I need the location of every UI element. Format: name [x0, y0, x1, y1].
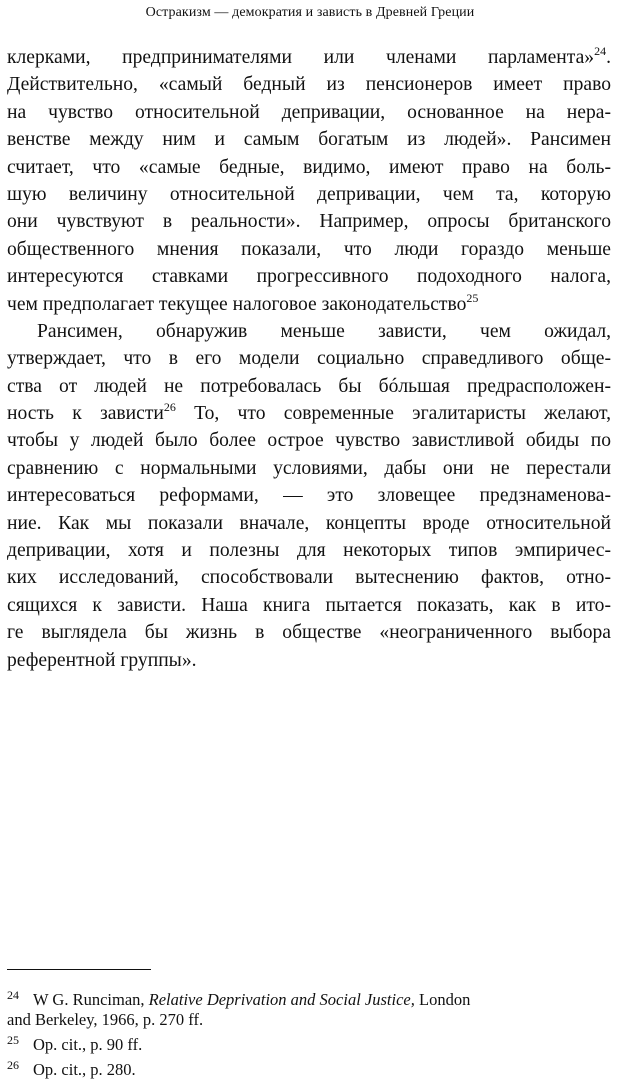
text-line — [7, 71, 611, 98]
footnote — [7, 985, 611, 1010]
line-text: интересоваться реформами, — это зловещее предзнаменова- — [7, 485, 611, 507]
line-text: ние. Как мы показали вначале, концепты вроде относительной — [7, 512, 611, 534]
footnote — [7, 1055, 611, 1080]
footnote-ref: 24 — [594, 44, 607, 58]
text-line — [7, 263, 611, 290]
line-text: венстве между ним и самым богатым из людей». Рансимен — [7, 129, 611, 151]
text-line — [7, 564, 611, 591]
line-text: чем предполагает текущее налоговое законодательство — [7, 293, 467, 315]
line-text: шую величину относительной депривации, чем та, которую — [7, 183, 611, 205]
text-line — [7, 400, 611, 427]
line-text: депривации, хотя и полезны для некоторых типов эмпиричес- — [7, 540, 611, 562]
footnote-divider — [7, 969, 151, 970]
footnote-text: Op. cit., p. 280. — [33, 1060, 136, 1079]
text-line — [7, 510, 611, 537]
footnote-number: 24 — [7, 988, 19, 1002]
paragraph — [7, 44, 611, 318]
text-line — [7, 181, 611, 208]
text-line — [7, 373, 611, 400]
line-text: общественного мнения показали, что люди гораздо меньше — [7, 238, 611, 260]
text-line — [7, 154, 611, 181]
text-line — [7, 482, 611, 509]
footnote-text: Op. cit., p. 90 ff. — [33, 1035, 143, 1054]
footnotes — [7, 985, 611, 1080]
footnote-ref: 26 — [163, 400, 176, 415]
paragraph — [7, 318, 611, 674]
line-text: утверждает, что в его модели социально справедливого обще- — [7, 348, 611, 370]
footnote-text-after: London — [414, 990, 471, 1009]
text-line — [7, 126, 611, 153]
line-text: чтобы у людей было более острое чувство завистливой обиды по — [7, 430, 611, 452]
line-text: считает, что «самые бедные, видимо, имеют право на боль- — [7, 156, 611, 178]
footnote-continuation: and Berkeley, 1966, p. 270 ff. — [7, 1010, 204, 1029]
footnote — [7, 1030, 611, 1055]
line-text: сравнению с нормальными условиями, дабы они не перестали — [7, 457, 611, 479]
line-text: референтной группы». — [7, 649, 197, 671]
line-text-after: . — [606, 47, 611, 68]
line-text: клерками, предпринимателями или членами парламента» — [7, 47, 595, 68]
line-text: ге выглядела бы жизнь в обществе «неограниченного выбора — [7, 622, 611, 644]
line-text: они чувствуют в реальности». Например, опросы британского — [7, 211, 611, 233]
running-header: Остракизм — демократия и зависть в Древней Греции — [145, 5, 475, 20]
text-line — [7, 592, 611, 619]
footnote-ref: 25 — [466, 290, 479, 305]
line-text: ность к зависти — [7, 403, 164, 425]
line-text-after: То, что современные эгалитаристы желают, — [175, 403, 611, 425]
line-text: сящихся к зависти. Наша книга пытается показать, как в ито- — [7, 594, 611, 616]
text-line — [7, 236, 611, 263]
text-line — [7, 647, 611, 674]
text-line — [7, 208, 611, 235]
line-text: интересуются ставками прогрессивного подоходного налога, — [7, 266, 611, 288]
footnote-number: 26 — [7, 1058, 19, 1072]
text-line — [7, 537, 611, 564]
text-line — [7, 345, 611, 372]
footnote-number: 25 — [7, 1033, 19, 1047]
line-text: на чувство относительной депривации, основанное на нера- — [7, 101, 611, 123]
line-text: ства от людей не потребовалась бы бóльшая предрасположен- — [7, 375, 611, 397]
footnote-book-title: Relative Deprivation and Social Justice, — [148, 990, 415, 1009]
footnote-text: W G. Runciman, — [33, 990, 149, 1009]
main-text — [7, 44, 611, 674]
line-text: Действительно, «самый бедный из пенсионеров имеет право — [7, 74, 611, 96]
text-line — [7, 427, 611, 454]
line-text: Рансимен, обнаружив меньше зависти, чем ожидал, — [37, 320, 611, 342]
line-text: ких исследований, способствовали вытеснению фактов, отно- — [7, 567, 611, 589]
text-line — [7, 318, 611, 345]
text-line — [7, 99, 611, 126]
text-line — [7, 44, 611, 71]
text-line — [7, 291, 611, 318]
text-line — [7, 455, 611, 482]
text-line — [7, 619, 611, 646]
